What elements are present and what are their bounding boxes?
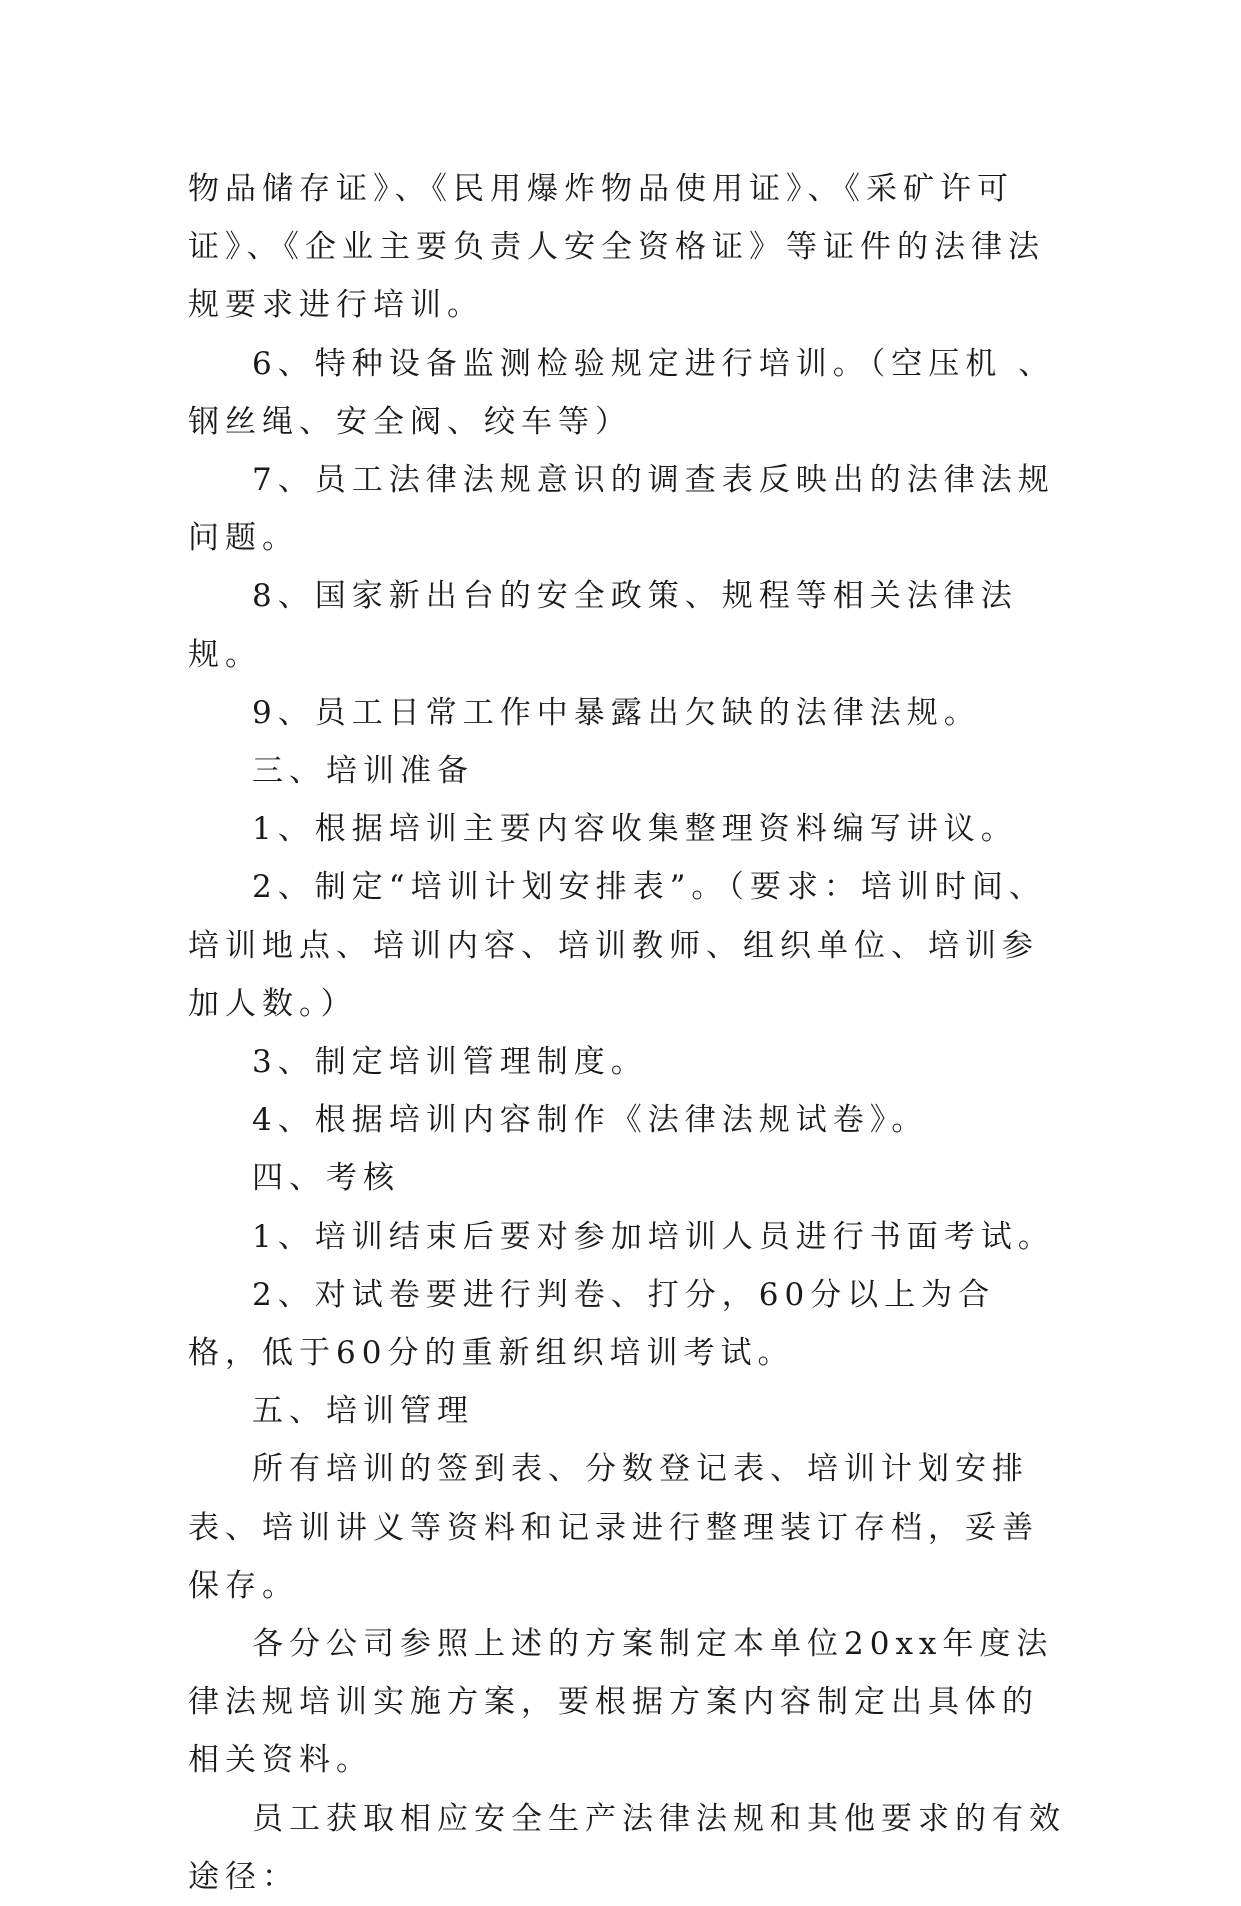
- paragraph-item-7: 7、员工法律法规意识的调查表反映出的法律法规问题。: [188, 462, 1055, 557]
- paragraph-prep-4: 4、根据培训内容制作《法律法规试卷》。: [252, 1102, 929, 1139]
- section-heading-training-preparation: 三、培训准备: [252, 753, 474, 790]
- paragraph-item-6: 6、特种设备监测检验规定进行培训。（空压机 、钢丝绳、安全阀、绞车等）: [188, 345, 1056, 440]
- paragraph-prep-1: 1、根据培训主要内容收集整理资料编写讲议。: [252, 811, 1018, 848]
- section-heading-training-management: 五、培训管理: [252, 1393, 474, 1430]
- paragraph-branch-plan: 各分公司参照上述的方案制定本单位20xx年度法律法规培训实施方案，要根据方案内容制定出具体的相关资料。: [188, 1626, 1054, 1779]
- section-heading-assessment: 四、考核: [252, 1160, 400, 1197]
- document-body: [188, 160, 1068, 1906]
- paragraph-assessment-2: 2、对试卷要进行判卷、打分，60分以上为合格，低于60分的重新组织培训考试。: [188, 1276, 996, 1372]
- paragraph-prep-3: 3、制定培训管理制度。: [252, 1044, 648, 1081]
- paragraph-item-9: 9、员工日常工作中暴露出欠缺的法律法规。: [252, 694, 981, 731]
- paragraph-management: 所有培训的签到表、分数登记表、培训计划安排表、培训讲义等资料和记录进行整理装订存档，妥善保存。: [188, 1451, 1039, 1604]
- paragraph-certificates: 物品储存证》、《民用爆炸物品使用证》、《采矿许可证》、《企业主要负责人安全资格证》等证件的法律法规要求进行培训。: [188, 171, 1045, 324]
- paragraph-prep-2: 2、制定“培训计划安排表”。（要求：培训时间、培训地点、培训内容、培训教师、组织单位、培训参加人数。）: [188, 869, 1046, 1022]
- paragraph-item-8: 8、国家新出台的安全政策、规程等相关法律法规。: [188, 578, 1018, 673]
- paragraph-assessment-1: 1、培训结束后要对参加培训人员进行书面考试。: [252, 1218, 1055, 1255]
- paragraph-effective-channels: 员工获取相应安全生产法律法规和其他要求的有效途径：: [188, 1800, 1066, 1895]
